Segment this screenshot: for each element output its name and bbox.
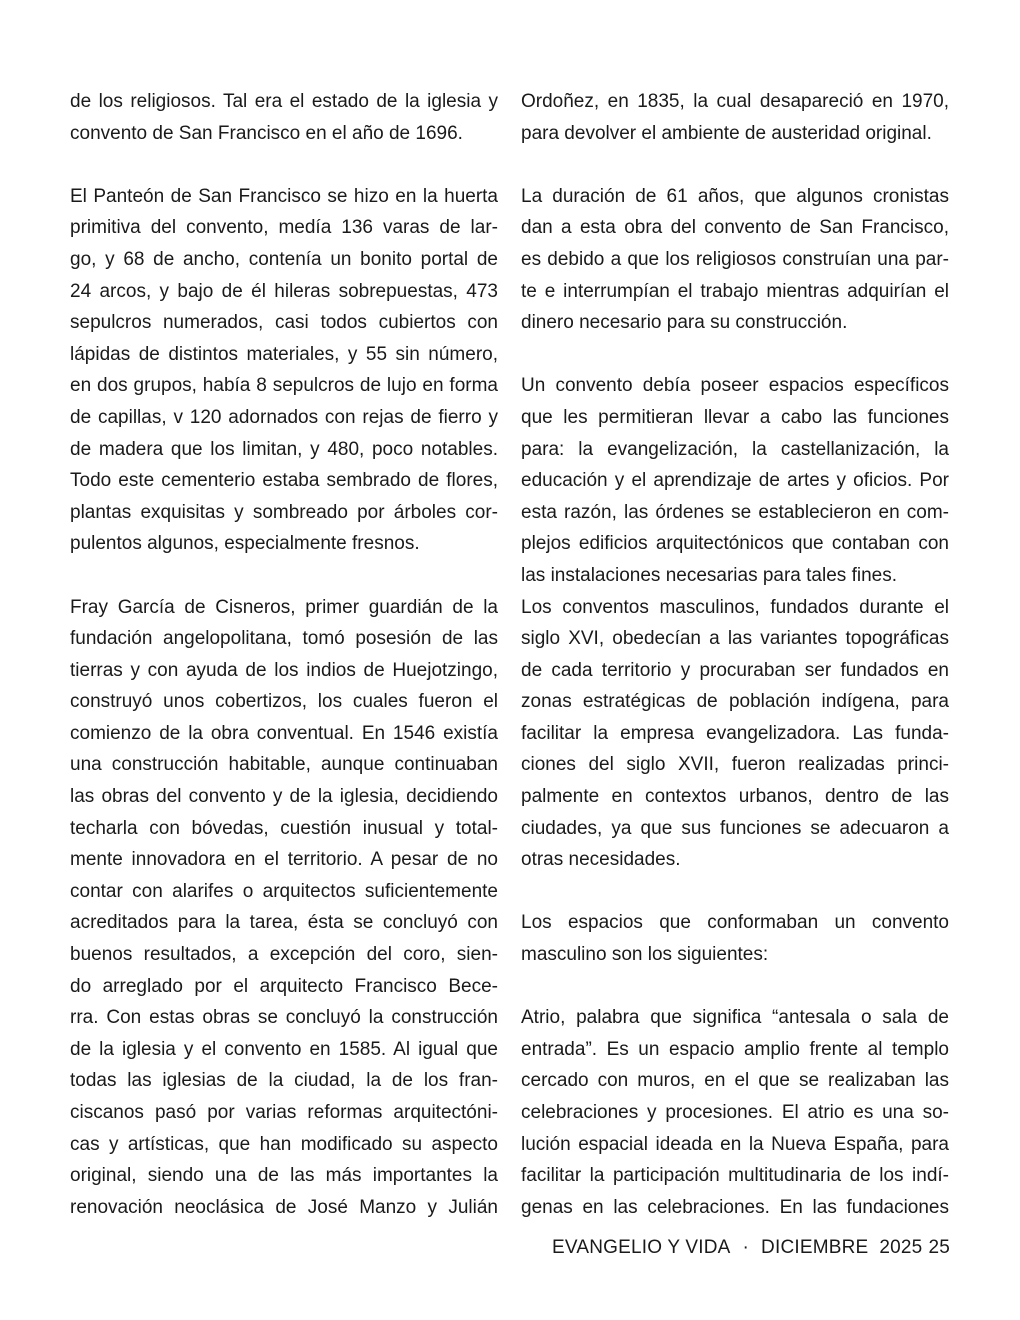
text-line: renovación neoclásica de José Manzo y Julián xyxy=(70,1196,498,1218)
text-line: comienzo de la obra conventual. En 1546 existía xyxy=(70,722,498,744)
footer-separator: · xyxy=(742,1237,750,1258)
text-line: original, siendo una de las más importantes la xyxy=(70,1165,498,1187)
publication-name: EVANGELIO Y VIDA xyxy=(552,1237,731,1258)
text-line: de cada territorio y procuraban ser fundados en xyxy=(521,659,949,681)
text-line: sepulcros numerados, casi todos cubiertos con xyxy=(70,312,498,334)
text-line: buenos resultados, a excepción del coro, sien- xyxy=(70,944,498,966)
text-line: Todo este cementerio estaba sembrado de flores, xyxy=(70,470,498,492)
text-line: todas las iglesias de la ciudad, la de los fran- xyxy=(70,1070,498,1092)
text-line: 24 arcos, y bajo de él hileras sobrepuestas, 473 xyxy=(70,280,498,302)
text-line: de madera que los limitan, y 480, poco notables. xyxy=(70,438,498,460)
text-line: cercado con muros, en el que se realizaban las xyxy=(521,1070,949,1092)
text-line: do arreglado por el arquitecto Francisco Bece- xyxy=(70,975,498,997)
text-line: esta razón, las órdenes se establecieron en com- xyxy=(521,501,949,523)
text-line: Los espacios que conformaban un convento xyxy=(521,912,949,934)
text-line: Un convento debía poseer espacios específicos xyxy=(521,375,949,397)
text-line: techarla con bóvedas, cuestión inusual y total- xyxy=(70,817,498,839)
paragraph-gap xyxy=(521,971,949,1003)
text-line: Atrio, palabra que significa “antesala o sala de xyxy=(521,1007,949,1029)
text-line: go, y 68 de ancho, contenía un bonito portal de xyxy=(70,248,498,270)
text-line: celebraciones y procesiones. El atrio es una so- xyxy=(521,1102,949,1123)
text-line: de capillas, v 120 adornados con rejas de fierro y xyxy=(70,406,498,428)
text-line: dan a esta obra del convento de San Francisco, xyxy=(521,217,949,239)
issue-date: DICIEMBRE 2025 xyxy=(761,1237,923,1258)
text-line: para: la evangelización, la castellanización, la xyxy=(521,438,949,460)
text-line: acreditados para la tarea, ésta se concluyó con xyxy=(70,912,498,934)
text-line: genas en las celebraciones. En las fundaciones xyxy=(521,1196,949,1218)
left-column xyxy=(70,86,498,1223)
text-line: en dos grupos, había 8 sepulcros de lujo en forma xyxy=(70,375,498,397)
paragraph-gap xyxy=(70,560,498,592)
text-line: otras necesidades. xyxy=(521,849,681,871)
text-line: pulentos algunos, especialmente fresnos. xyxy=(70,533,420,555)
page-footer xyxy=(520,1236,950,1260)
text-line: de la iglesia y el convento en 1585. Al igual que xyxy=(70,1038,498,1060)
right-column xyxy=(521,86,949,1223)
text-line: fundación angelopolitana, tomó posesión de las xyxy=(70,628,498,650)
text-line: lución espacial ideada en la Nueva España, para xyxy=(521,1133,949,1155)
text-line: ciscanos pasó por varias reformas arquitectóni- xyxy=(70,1102,498,1123)
text-line: masculino son los siguientes: xyxy=(521,944,769,966)
text-line: tierras y con ayuda de los indios de Huejotzingo, xyxy=(70,659,498,681)
text-line: para devolver el ambiente de austeridad original. xyxy=(521,122,932,144)
text-line: las instalaciones necesarias para tales fines. xyxy=(521,564,897,586)
text-line: lápidas de distintos materiales, y 55 sin número, xyxy=(70,343,498,365)
text-line: mente innovadora en el territorio. A pesar de no xyxy=(70,849,498,871)
text-line: que les permitieran llevar a cabo las funciones xyxy=(521,406,949,428)
page-number: 25 xyxy=(928,1237,950,1258)
text-line: El Panteón de San Francisco se hizo en la huerta xyxy=(70,185,498,207)
text-line: convento de San Francisco en el año de 1696. xyxy=(70,122,463,144)
text-line: rra. Con estas obras se concluyó la construcción xyxy=(70,1007,498,1029)
text-line: facilitar la participación multitudinaria de los indí- xyxy=(521,1165,949,1187)
text-line: las obras del convento y de la iglesia, decidiendo xyxy=(70,786,498,808)
text-line: de los religiosos. Tal era el estado de la iglesia y xyxy=(70,91,498,112)
text-line: Fray García de Cisneros, primer guardián de la xyxy=(70,596,498,618)
text-line: construyó unos cobertizos, los cuales fueron el xyxy=(70,691,498,713)
paragraph-gap xyxy=(521,876,949,908)
text-line: educación y el aprendizaje de artes y oficios. Por xyxy=(521,470,949,492)
text-line: plejos edificios arquitectónicos que contaban con xyxy=(521,533,949,555)
text-line: La duración de 61 años, que algunos cronistas xyxy=(521,185,949,207)
text-line: primitiva del convento, medía 136 varas de lar- xyxy=(70,217,498,239)
text-line: ciones del siglo XVII, fueron realizadas princi- xyxy=(521,754,949,776)
text-line: Los conventos masculinos, fundados durante el xyxy=(521,596,949,618)
text-line: una construcción habitable, aunque continuaban xyxy=(70,754,498,776)
text-line: palmente en contextos urbanos, dentro de las xyxy=(521,786,949,808)
text-line: contar con alarifes o arquitectos suficientemente xyxy=(70,880,498,902)
text-line: plantas exquisitas y sombreado por árboles cor- xyxy=(70,501,498,523)
text-line: ciudades, ya que sus funciones se adecuaron a xyxy=(521,817,949,839)
paragraph-gap xyxy=(70,149,498,181)
paragraph-gap xyxy=(521,149,949,181)
text-line: entrada”. Es un espacio amplio frente al templo xyxy=(521,1038,949,1060)
text-line: cas y artísticas, que han modificado su aspecto xyxy=(70,1133,498,1155)
text-line: siglo XVI, obedecían a las variantes topográficas xyxy=(521,628,949,650)
text-line: Ordoñez, en 1835, la cual desapareció en 1970, xyxy=(521,91,949,112)
text-line: zonas estratégicas de población indígena, para xyxy=(521,691,949,713)
paragraph-gap xyxy=(521,339,949,371)
text-line: dinero necesario para su construcción. xyxy=(521,312,848,334)
text-line: es debido a que los religiosos construían una par- xyxy=(521,248,949,270)
text-line: te e interrumpían el trabajo mientras adquirían el xyxy=(521,280,949,302)
text-line: facilitar la empresa evangelizadora. Las funda- xyxy=(521,722,949,744)
